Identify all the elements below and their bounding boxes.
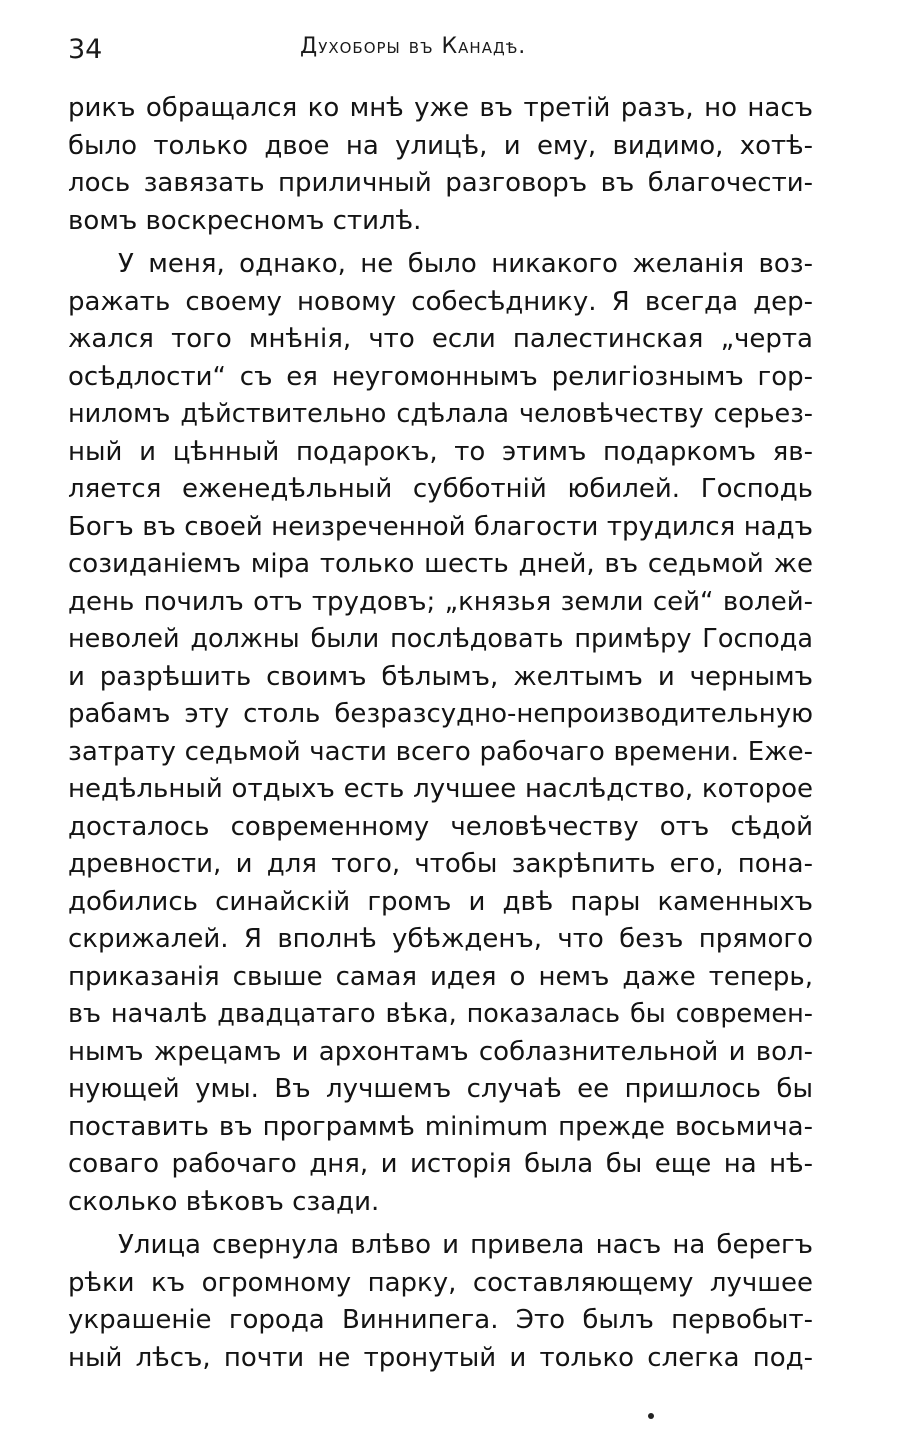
text-line: ляется еженедѣльный субботній юбилей. Господь	[68, 474, 813, 504]
running-title: Духоборы въ Канадѣ.	[300, 34, 527, 59]
text-line: рѣки къ огромному парку, составляющему лучшее	[68, 1267, 813, 1298]
page-header	[68, 28, 813, 72]
paragraph-1	[68, 90, 813, 240]
print-speck	[648, 1413, 654, 1419]
text-line: жался того мнѣнія, что если палестинская „черта	[68, 324, 813, 354]
text-line: скрижалей. Я вполнѣ убѣжденъ, что безъ прямого	[68, 924, 813, 954]
page-number: 34	[68, 34, 103, 65]
text-line: было только двое на улицѣ, и ему, видимо, хотѣ-	[68, 130, 813, 161]
text-line: нымъ жрецамъ и архонтамъ соблазнительной и вол-	[68, 1036, 813, 1067]
text-line: украшеніе города Виннипега. Это былъ первобыт-	[68, 1305, 813, 1335]
text-line: нующей умы. Въ лучшемъ случаѣ ее пришлось бы	[68, 1074, 813, 1104]
paragraph-3	[68, 1227, 813, 1377]
text-line: ражать своему новому собесѣднику. Я всегда дер-	[68, 286, 813, 317]
text-line: созиданіемъ міра только шесть дней, въ седьмой же	[68, 549, 813, 579]
text-line: лось завязать приличный разговоръ въ благочести-	[68, 168, 813, 198]
text-line: соваго рабочаго дня, и исторія была бы еще на нѣ-	[68, 1149, 813, 1179]
text-line: и разрѣшить своимъ бѣлымъ, желтымъ и чернымъ	[68, 661, 813, 692]
text-line: день почилъ отъ трудовъ; „князья земли сей“ волей-	[68, 586, 813, 617]
body-text	[68, 90, 813, 1377]
text-line: Улица свернула влѣво и привела насъ на берегъ	[118, 1230, 813, 1260]
text-line: рабамъ эту столь безразсудно-непроизводительную	[68, 699, 813, 729]
text-line: ный лѣсъ, почти не тронутый и только слегка под-	[68, 1342, 813, 1373]
text-line: сколько вѣковъ сзади.	[68, 1186, 380, 1217]
text-line: недѣльный отдыхъ есть лучшее наслѣдство, которое	[68, 774, 813, 804]
text-line: добились синайскій громъ и двѣ пары каменныхъ	[68, 886, 813, 917]
text-line: поставить въ программѣ minimum прежде восьмича-	[68, 1111, 813, 1142]
text-line: приказанія свыше самая идея о немъ даже теперь,	[68, 961, 813, 992]
text-line: осѣдлости“ съ ея неугомоннымъ религіознымъ гор-	[68, 361, 813, 392]
text-line: затрату седьмой части всего рабочаго времени. Еже-	[68, 736, 813, 767]
text-line: древности, и для того, чтобы закрѣпить его, пона-	[68, 849, 813, 879]
text-line: Богъ въ своей неизреченной благости трудился надъ	[68, 511, 813, 542]
text-line: ный и цѣнный подарокъ, то этимъ подаркомъ яв-	[68, 436, 813, 467]
text-line: неволей должны были послѣдовать примѣру Господа	[68, 624, 813, 654]
text-line: У меня, однако, не было никакого желанія воз-	[118, 249, 813, 279]
text-line: въ началѣ двадцатаго вѣка, показалась бы современ-	[68, 999, 813, 1029]
text-line: вомъ воскресномъ стилѣ.	[68, 205, 422, 236]
paragraph-2	[68, 246, 813, 1221]
text-line: рикъ обращался ко мнѣ уже въ третій разъ, но насъ	[68, 93, 813, 123]
text-line: ниломъ дѣйствительно сдѣлала человѣчеству серьез-	[68, 399, 813, 429]
text-line: досталось современному человѣчеству отъ сѣдой	[68, 811, 813, 842]
